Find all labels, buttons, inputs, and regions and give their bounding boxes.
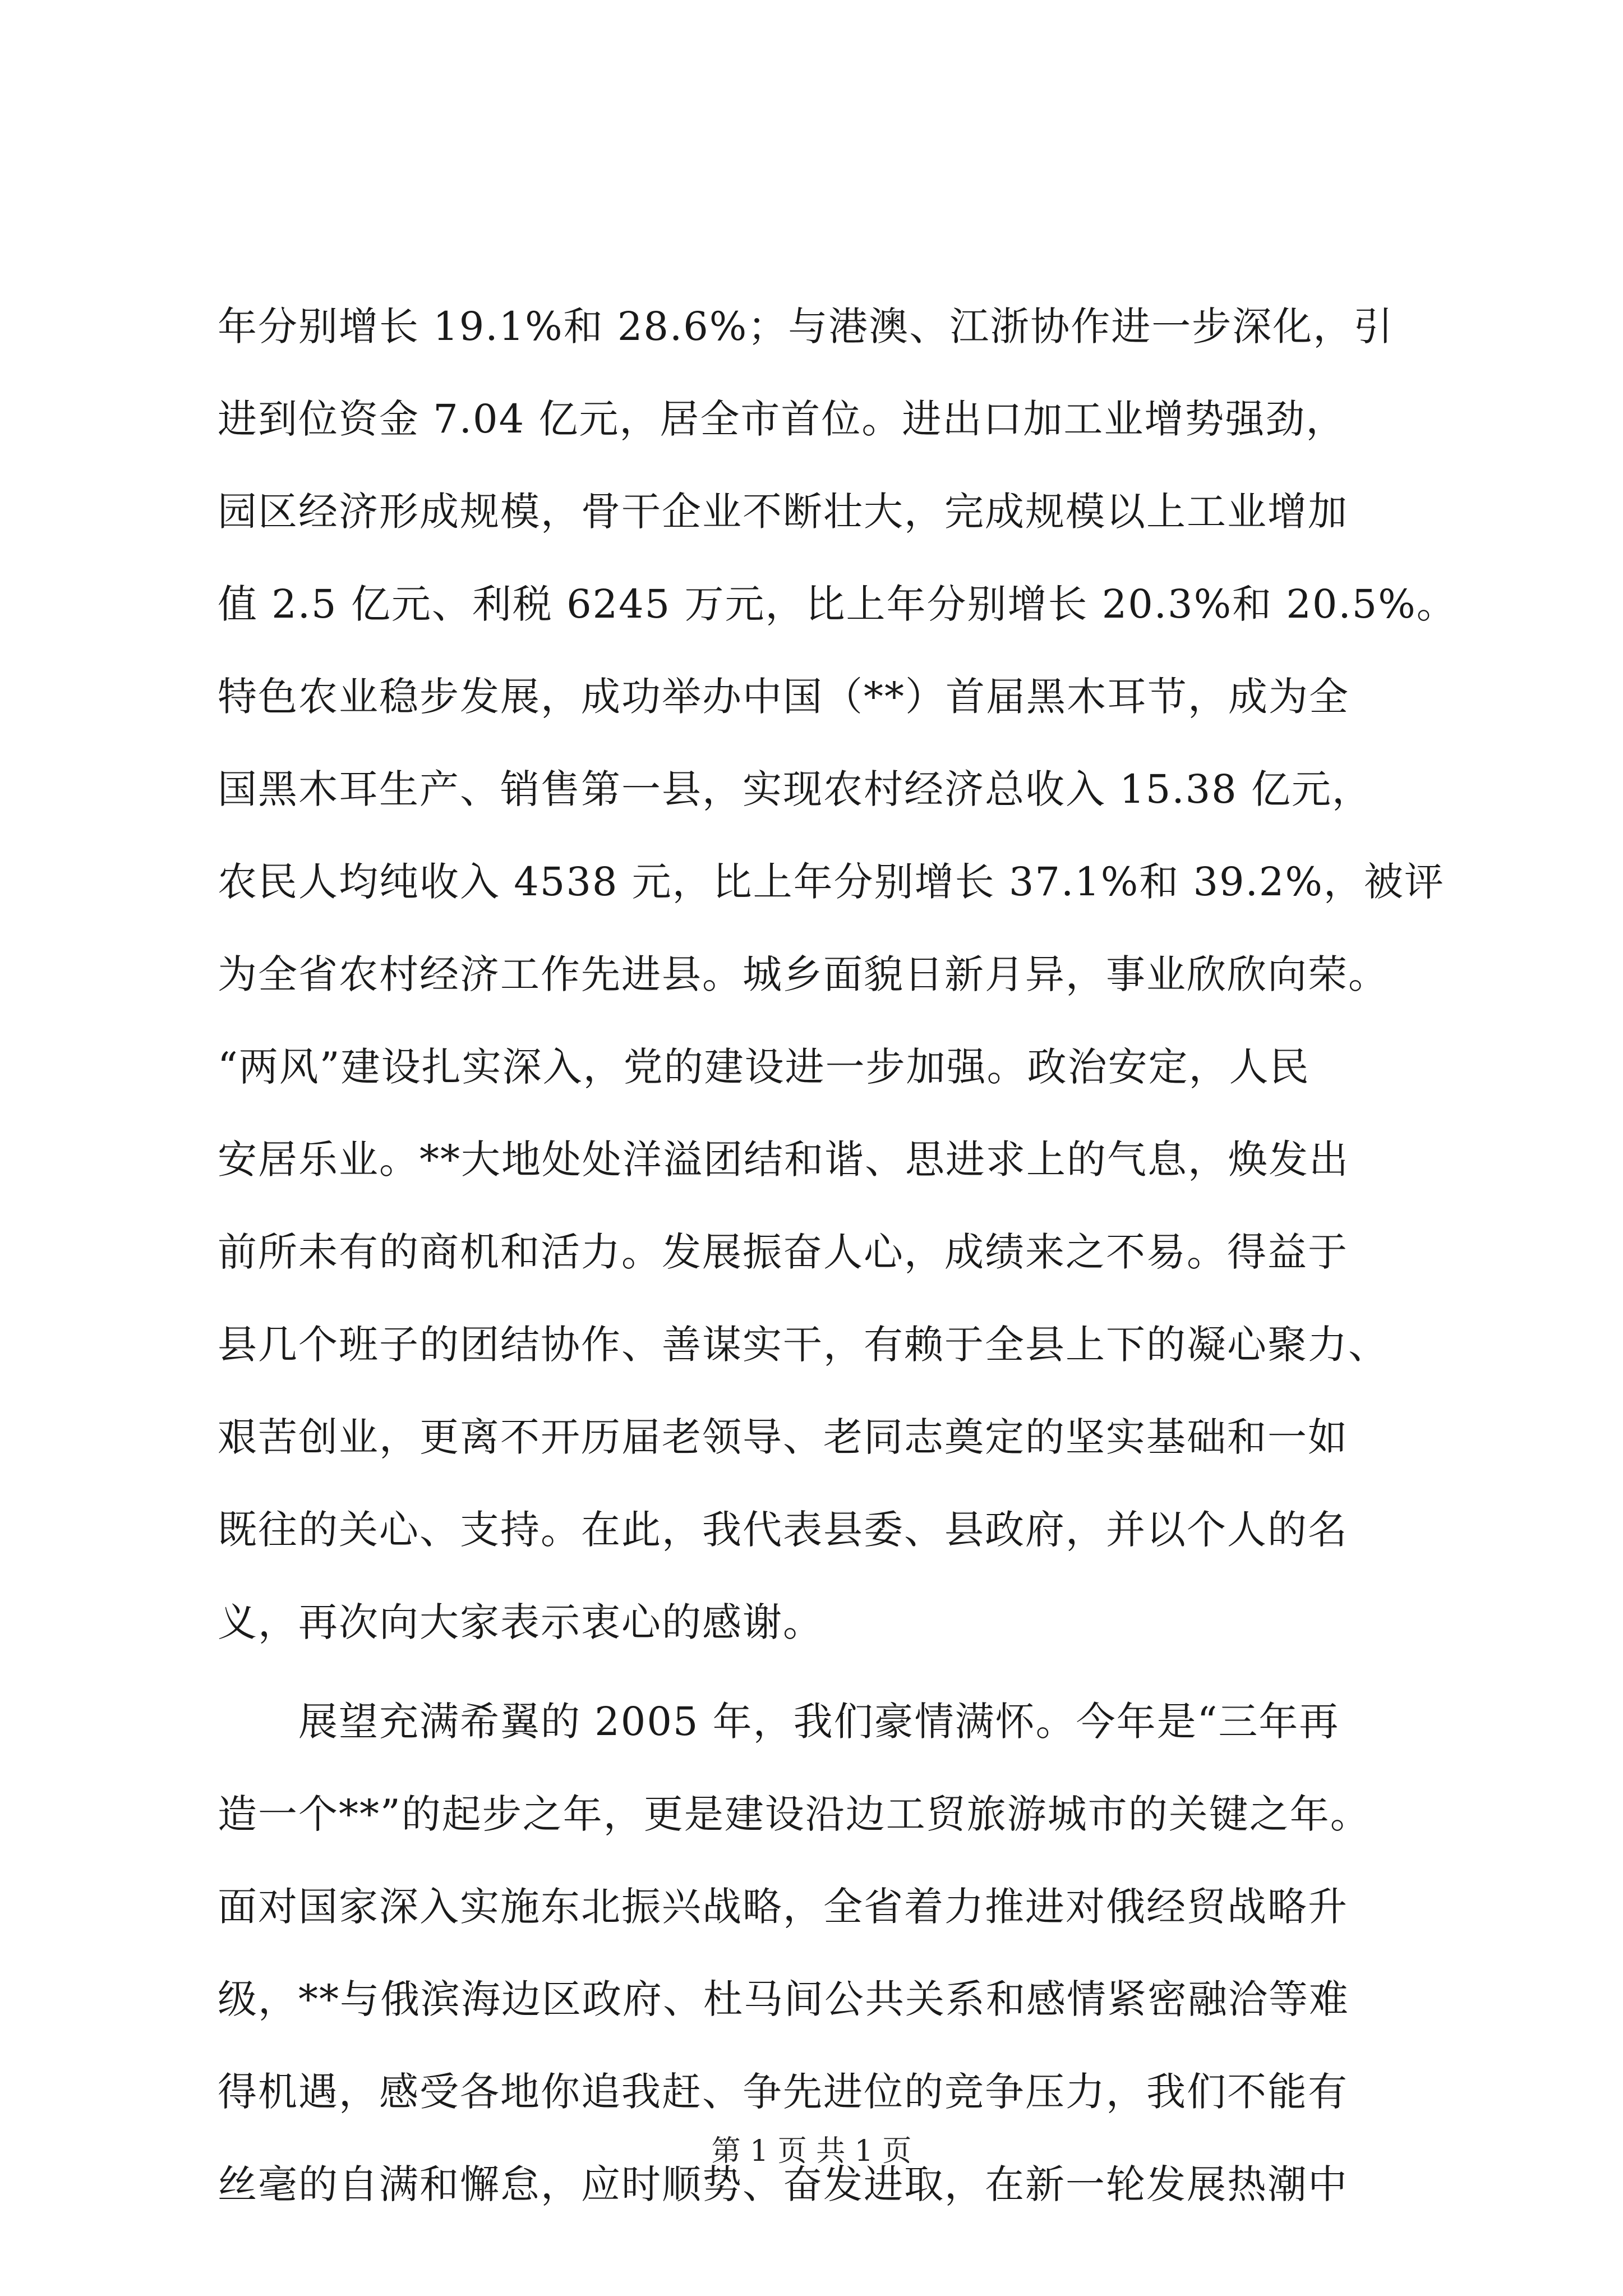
text-line: 得机遇，感受各地你追我赶、争先进位的竞争压力，我们不能有 — [218, 2069, 1348, 2115]
page-number-footer: 第 1 页 共 1 页 — [711, 2134, 912, 2168]
text-line: 义，再次向大家表示衷心的感谢。 — [218, 1599, 823, 1645]
text-line: 县几个班子的团结协作、善谋实干，有赖于全县上下的凝心聚力、 — [218, 1322, 1389, 1368]
text-line: 艰苦创业，更离不开历届老领导、老同志奠定的坚实基础和一如 — [218, 1414, 1348, 1460]
text-line: 进到位资金 7.04 亿元，居全市首位。进出口加工业增势强劲， — [218, 396, 1347, 442]
text-line: 为全省农村经济工作先进县。城乡面貌日新月异，事业欣欣向荣。 — [218, 951, 1389, 997]
text-line: 年分别增长 19.1%和 28.6%；与港澳、江浙协作进一步深化，引 — [218, 303, 1394, 349]
text-line: “两风”建设扎实深入，党的建设进一步加强。政治安定，人民 — [218, 1044, 1310, 1090]
text-line: 前所未有的商机和活力。发展振奋人心，成绩来之不易。得益于 — [218, 1229, 1348, 1275]
text-line: 既往的关心、支持。在此，我代表县委、县政府，并以个人的名 — [218, 1507, 1348, 1553]
text-line: 造一个**”的起步之年，更是建设沿边工贸旅游城市的关键之年。 — [218, 1791, 1371, 1837]
text-line: 园区经济形成规模，骨干企业不断壮大，完成规模以上工业增加 — [218, 489, 1348, 535]
text-line: 安居乐业。**大地处处洋溢团结和谐、思进求上的气息，焕发出 — [218, 1137, 1349, 1182]
text-line: 面对国家深入实施东北振兴战略，全省着力推进对俄经贸战略升 — [218, 1884, 1348, 1930]
text-line: 国黑木耳生产、销售第一县，实现农村经济总收入 15.38 亿元， — [218, 766, 1372, 812]
paragraph-start-line: 展望充满希翼的 2005 年，我们豪情满怀。今年是“三年再 — [218, 1699, 1340, 1745]
text-line: 特色农业稳步发展，成功举办中国（**）首届黑木耳节，成为全 — [218, 674, 1349, 720]
text-line: 值 2.5 亿元、利税 6245 万元，比上年分别增长 20.3%和 20.5%。 — [218, 581, 1457, 627]
text-line: 丝毫的自满和懈怠，应时顺势、奋发进取，在新一轮发展热潮中 — [218, 2161, 1348, 2207]
text-line: 农民人均纯收入 4538 元，比上年分别增长 37.1%和 39.2%，被评 — [218, 859, 1445, 905]
text-line: 级，**与俄滨海边区政府、杜马间公共关系和感情紧密融洽等难 — [218, 1976, 1349, 2022]
document-body — [218, 280, 1457, 2231]
